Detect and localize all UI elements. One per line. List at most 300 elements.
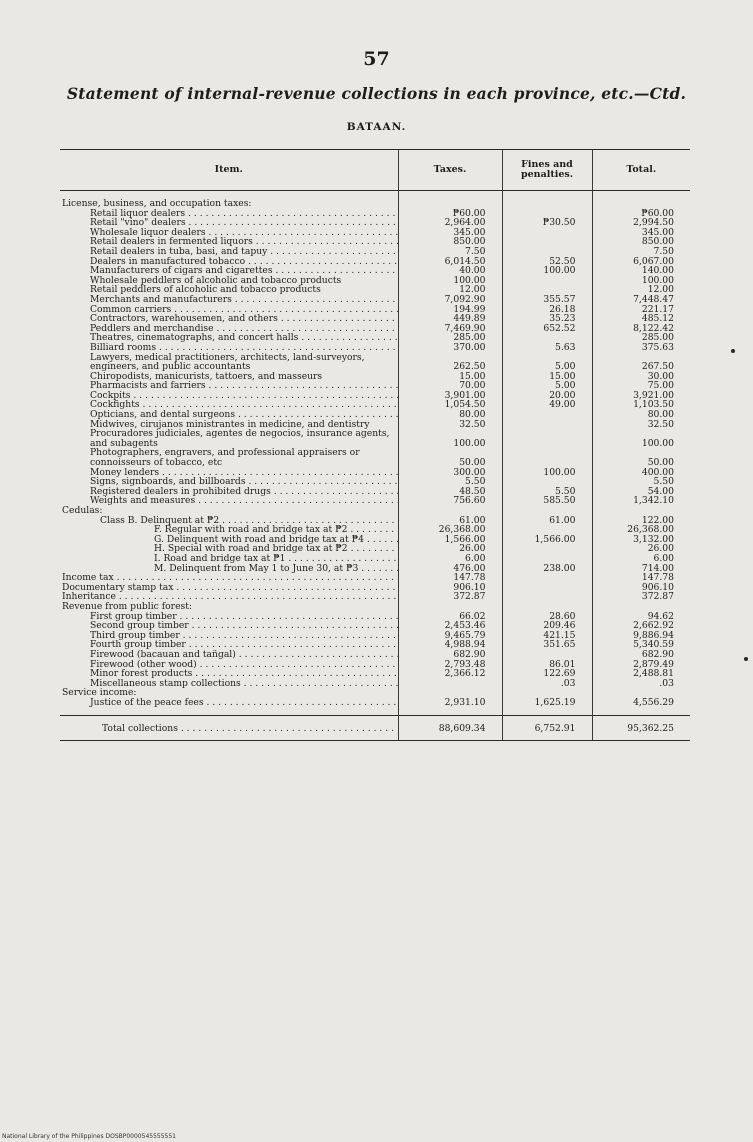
total-cell: 1,342.10 bbox=[592, 496, 690, 506]
item-label: Documentary stamp tax . . . bbox=[60, 583, 398, 593]
taxes-cell: 7,469.90 bbox=[398, 324, 502, 334]
taxes-cell: 2,453.46 bbox=[398, 621, 502, 631]
item-cell bbox=[60, 573, 398, 583]
fines-cell bbox=[502, 448, 592, 467]
item-label: Retail peddlers of alcoholic and tobacco products bbox=[90, 285, 321, 295]
table-row bbox=[60, 487, 690, 497]
fines-cell bbox=[502, 506, 592, 516]
item-cell bbox=[60, 535, 398, 545]
taxes-cell: 70.00 bbox=[398, 381, 502, 391]
total-cell: 54.00 bbox=[592, 487, 690, 497]
fines-cell: 61.00 bbox=[502, 516, 592, 526]
taxes-cell: 147.78 bbox=[398, 573, 502, 583]
fines-cell: 209.46 bbox=[502, 621, 592, 631]
table-row bbox=[60, 496, 690, 506]
item-label: Inheritance . . . bbox=[60, 592, 398, 602]
taxes-cell: 66.02 bbox=[398, 612, 502, 622]
total-cell: 3,132.00 bbox=[592, 535, 690, 545]
item-cell bbox=[60, 602, 398, 612]
item-label: Dealers in manufactured tobacco . . . bbox=[60, 257, 398, 267]
fines-cell bbox=[502, 573, 592, 583]
taxes-cell: 682.90 bbox=[398, 650, 502, 660]
fines-cell: 100.00 bbox=[502, 468, 592, 478]
fines-cell: 5.50 bbox=[502, 487, 592, 497]
item-cell bbox=[60, 324, 398, 334]
table-row bbox=[60, 631, 690, 641]
fines-cell: .03 bbox=[502, 679, 592, 689]
fines-cell: 351.65 bbox=[502, 640, 592, 650]
item-label: Peddlers and merchandise . . . bbox=[60, 324, 398, 334]
fines-cell: 5.63 bbox=[502, 343, 592, 353]
taxes-cell: 476.00 bbox=[398, 564, 502, 574]
item-label: Photographers, engravers, and professional appraisers or connoisseurs of tobacco, etc bbox=[90, 448, 360, 468]
item-cell bbox=[60, 420, 398, 430]
fines-cell: 652.52 bbox=[502, 324, 592, 334]
page-number: 57 bbox=[363, 48, 390, 70]
item-label: H. Special with road and bridge tax at ₱2 . . . bbox=[60, 544, 398, 554]
fines-cell: 355.57 bbox=[502, 295, 592, 305]
item-cell bbox=[60, 583, 398, 593]
item-label: Pharmacists and farriers . . . bbox=[60, 381, 398, 391]
total-cell: 26.00 bbox=[592, 544, 690, 554]
total-cell: 75.00 bbox=[592, 381, 690, 391]
fines-cell: 585.50 bbox=[502, 496, 592, 506]
table-row bbox=[60, 276, 690, 286]
fines-cell bbox=[502, 199, 592, 209]
item-label: Registered dealers in prohibited drugs . . . bbox=[60, 487, 398, 497]
item-cell bbox=[60, 564, 398, 574]
item-label: Common carriers . . . bbox=[60, 305, 398, 315]
fines-cell bbox=[502, 333, 592, 343]
fines-cell: 15.00 bbox=[502, 372, 592, 382]
total-cell: 6.00 bbox=[592, 554, 690, 564]
item-label: Cockpits . . . bbox=[60, 391, 398, 401]
total-cell: 32.50 bbox=[592, 420, 690, 430]
item-cell bbox=[60, 199, 398, 209]
item-label: Contractors, warehousemen, and others . . . bbox=[60, 314, 398, 324]
fines-cell bbox=[502, 410, 592, 420]
item-label: Theatres, cinematographs, and concert halls . . . bbox=[60, 333, 398, 343]
taxes-column-header: Taxes. bbox=[398, 150, 502, 191]
fines-cell: 1,566.00 bbox=[502, 535, 592, 545]
total-cell: 5.50 bbox=[592, 477, 690, 487]
total-cell: 7,448.47 bbox=[592, 295, 690, 305]
item-label: G. Delinquent with road and bridge tax at ₱4 . . . bbox=[60, 535, 398, 545]
item-cell bbox=[60, 257, 398, 267]
item-cell bbox=[60, 679, 398, 689]
fines-cell: 86.01 bbox=[502, 660, 592, 670]
taxes-cell: 756.60 bbox=[398, 496, 502, 506]
item-label: Income tax . . . bbox=[60, 573, 398, 583]
table-row bbox=[60, 564, 690, 574]
item-cell bbox=[60, 391, 398, 401]
fines-cell: 122.69 bbox=[502, 669, 592, 679]
taxes-cell: 2,793.48 bbox=[398, 660, 502, 670]
taxes-cell: 4,988.94 bbox=[398, 640, 502, 650]
fines-cell bbox=[502, 429, 592, 448]
table-row bbox=[60, 612, 690, 622]
item-cell bbox=[60, 353, 398, 372]
item-cell bbox=[60, 247, 398, 257]
total-cell: 26,368.00 bbox=[592, 525, 690, 535]
total-cell: 906.10 bbox=[592, 583, 690, 593]
item-label: Third group timber . . . bbox=[60, 631, 398, 641]
item-label: Manufacturers of cigars and cigarettes . . . bbox=[60, 266, 398, 276]
taxes-cell: 32.50 bbox=[398, 420, 502, 430]
total-cell bbox=[592, 602, 690, 612]
item-cell bbox=[60, 333, 398, 343]
fines-column-header: Fines and penalties. bbox=[502, 150, 592, 191]
fines-cell bbox=[502, 602, 592, 612]
table-row bbox=[60, 305, 690, 315]
table-row bbox=[60, 640, 690, 650]
fines-cell bbox=[502, 583, 592, 593]
item-cell bbox=[60, 506, 398, 516]
fines-cell bbox=[502, 477, 592, 487]
table-body bbox=[60, 191, 690, 741]
item-cell bbox=[60, 650, 398, 660]
item-cell bbox=[60, 228, 398, 238]
taxes-cell: 2,964.00 bbox=[398, 218, 502, 228]
ink-speck bbox=[731, 349, 735, 353]
taxes-cell: 6,014.50 bbox=[398, 257, 502, 267]
taxes-cell: 7.50 bbox=[398, 247, 502, 257]
total-cell: 2,879.49 bbox=[592, 660, 690, 670]
taxes-cell: 40.00 bbox=[398, 266, 502, 276]
fines-cell bbox=[502, 237, 592, 247]
fines-cell bbox=[502, 525, 592, 535]
total-column-header: Total. bbox=[592, 150, 690, 191]
taxes-cell: 5.50 bbox=[398, 477, 502, 487]
taxes-cell: 100.00 bbox=[398, 276, 502, 286]
total-row bbox=[60, 716, 690, 741]
table-row bbox=[60, 218, 690, 228]
taxes-cell: 285.00 bbox=[398, 333, 502, 343]
total-cell: 30.00 bbox=[592, 372, 690, 382]
item-label: Firewood (other wood) . . . bbox=[60, 660, 398, 670]
total-cell: 12.00 bbox=[592, 285, 690, 295]
total-cell: 147.78 bbox=[592, 573, 690, 583]
taxes-cell: 345.00 bbox=[398, 228, 502, 238]
item-cell bbox=[60, 448, 398, 467]
item-cell bbox=[60, 237, 398, 247]
total-cell: 1,103.50 bbox=[592, 400, 690, 410]
total-taxes: 88,609.34 bbox=[398, 716, 502, 741]
item-cell bbox=[60, 285, 398, 295]
total-cell: .03 bbox=[592, 679, 690, 689]
taxes-cell bbox=[398, 602, 502, 612]
fines-cell: 421.15 bbox=[502, 631, 592, 641]
table-row bbox=[60, 237, 690, 247]
item-label: F. Regular with road and bridge tax at ₱2 . . . bbox=[60, 525, 398, 535]
collections-table bbox=[60, 149, 690, 741]
total-cell: 267.50 bbox=[592, 353, 690, 372]
item-label: Minor forest products . . . bbox=[60, 669, 398, 679]
item-label: I. Road and bridge tax at ₱1 . . . bbox=[60, 554, 398, 564]
table-row bbox=[60, 660, 690, 670]
item-label: Money lenders . . . bbox=[60, 468, 398, 478]
fines-cell bbox=[502, 228, 592, 238]
fines-cell: 26.18 bbox=[502, 305, 592, 315]
item-label: Cedulas: bbox=[62, 506, 103, 516]
item-label: Cockfights . . . bbox=[60, 400, 398, 410]
table-row bbox=[60, 679, 690, 689]
item-label: Retail dealers in fermented liquors . . . bbox=[60, 237, 398, 247]
total-cell: 345.00 bbox=[592, 228, 690, 238]
total-cell: 8,122.42 bbox=[592, 324, 690, 334]
table-row bbox=[60, 324, 690, 334]
table-row bbox=[60, 477, 690, 487]
item-cell bbox=[60, 477, 398, 487]
table-row bbox=[60, 448, 690, 467]
taxes-cell: ₱60.00 bbox=[398, 209, 502, 219]
total-cell: 9,886.94 bbox=[592, 631, 690, 641]
item-label: Signs, signboards, and billboards . . . bbox=[60, 477, 398, 487]
fines-cell: 52.50 bbox=[502, 257, 592, 267]
item-label: Class B. Delinquent at ₱2 . . . bbox=[60, 516, 398, 526]
total-cell: 6,067.00 bbox=[592, 257, 690, 267]
table-row bbox=[60, 343, 690, 353]
table-row bbox=[60, 698, 690, 708]
fines-cell: ₱30.50 bbox=[502, 218, 592, 228]
item-cell bbox=[60, 276, 398, 286]
total-cell: 221.17 bbox=[592, 305, 690, 315]
table-row bbox=[60, 621, 690, 631]
item-cell bbox=[60, 468, 398, 478]
table-row bbox=[60, 506, 690, 516]
total-cell: 682.90 bbox=[592, 650, 690, 660]
item-label: Service income: bbox=[62, 688, 137, 698]
table-row bbox=[60, 554, 690, 564]
item-label: Chiropodists, manicurists, tattoers, and masseurs bbox=[90, 371, 323, 382]
item-label: Procuradores judiciales, agentes de negocios, insurance agents, and subagents bbox=[90, 429, 390, 449]
item-cell bbox=[60, 516, 398, 526]
fines-cell bbox=[502, 247, 592, 257]
fines-cell: 20.00 bbox=[502, 391, 592, 401]
item-cell bbox=[60, 698, 398, 708]
taxes-cell: 2,366.12 bbox=[398, 669, 502, 679]
total-cell: 285.00 bbox=[592, 333, 690, 343]
table-row bbox=[60, 516, 690, 526]
item-label: Second group timber . . . bbox=[60, 621, 398, 631]
fines-cell: 5.00 bbox=[502, 381, 592, 391]
table-row bbox=[60, 669, 690, 679]
table-row bbox=[60, 209, 690, 219]
fines-cell bbox=[502, 285, 592, 295]
item-cell bbox=[60, 660, 398, 670]
taxes-cell: 372.87 bbox=[398, 592, 502, 602]
fines-cell: 49.00 bbox=[502, 400, 592, 410]
taxes-cell: 12.00 bbox=[398, 285, 502, 295]
total-label: Total collections . . . bbox=[60, 716, 398, 741]
taxes-cell: 262.50 bbox=[398, 353, 502, 372]
item-cell bbox=[60, 592, 398, 602]
total-cell: 375.63 bbox=[592, 343, 690, 353]
taxes-cell: 15.00 bbox=[398, 372, 502, 382]
item-cell bbox=[60, 209, 398, 219]
fines-cell bbox=[502, 544, 592, 554]
table-row bbox=[60, 535, 690, 545]
taxes-cell: 1,566.00 bbox=[398, 535, 502, 545]
total-cell: 2,488.81 bbox=[592, 669, 690, 679]
item-cell bbox=[60, 487, 398, 497]
table-row bbox=[60, 583, 690, 593]
item-label: License, business, and occupation taxes: bbox=[62, 199, 252, 209]
item-label: Merchants and manufacturers . . . bbox=[60, 295, 398, 305]
total-cell: 850.00 bbox=[592, 237, 690, 247]
item-cell bbox=[60, 496, 398, 506]
total-cell: 140.00 bbox=[592, 266, 690, 276]
table-row bbox=[60, 295, 690, 305]
table-row bbox=[60, 333, 690, 343]
taxes-cell: 50.00 bbox=[398, 448, 502, 467]
taxes-cell: 449.89 bbox=[398, 314, 502, 324]
item-label: Miscellaneous stamp collections . . . bbox=[60, 679, 398, 689]
item-label: M. Delinquent from May 1 to June 30, at ₱3 . . . bbox=[60, 564, 398, 574]
item-cell bbox=[60, 314, 398, 324]
item-cell bbox=[60, 631, 398, 641]
total-cell: 100.00 bbox=[592, 276, 690, 286]
item-label: Midwives, cirujanos ministrantes in medicine, and dentistry bbox=[90, 419, 370, 430]
fines-cell: 1,625.19 bbox=[502, 698, 592, 708]
total-cell: 2,662.92 bbox=[592, 621, 690, 631]
table-row bbox=[60, 266, 690, 276]
taxes-cell: 48.50 bbox=[398, 487, 502, 497]
fines-cell bbox=[502, 420, 592, 430]
taxes-cell bbox=[398, 688, 502, 698]
total-cell: 94.62 bbox=[592, 612, 690, 622]
taxes-cell: 3,901.00 bbox=[398, 391, 502, 401]
table-row bbox=[60, 592, 690, 602]
table-row bbox=[60, 381, 690, 391]
item-cell bbox=[60, 525, 398, 535]
table-row bbox=[60, 525, 690, 535]
fines-cell: 238.00 bbox=[502, 564, 592, 574]
taxes-cell: 7,092.90 bbox=[398, 295, 502, 305]
item-label: Retail dealers in tuba, basi, and tapuy . . . bbox=[60, 247, 398, 257]
page-title: Statement of internal-revenue collections in each province, etc.—Ctd. bbox=[66, 84, 687, 103]
taxes-cell: 1,054.50 bbox=[398, 400, 502, 410]
taxes-cell: 61.00 bbox=[398, 516, 502, 526]
table-row bbox=[60, 372, 690, 382]
item-cell bbox=[60, 343, 398, 353]
table-row bbox=[60, 410, 690, 420]
item-column-header: Item. bbox=[60, 150, 398, 191]
table-row bbox=[60, 391, 690, 401]
fines-cell bbox=[502, 276, 592, 286]
taxes-cell: 370.00 bbox=[398, 343, 502, 353]
item-label: Opticians, and dental surgeons . . . bbox=[60, 410, 398, 420]
item-cell bbox=[60, 410, 398, 420]
total-cell: 122.00 bbox=[592, 516, 690, 526]
item-cell bbox=[60, 372, 398, 382]
item-cell bbox=[60, 295, 398, 305]
item-cell bbox=[60, 400, 398, 410]
item-label: Wholesale liquor dealers . . . bbox=[60, 228, 398, 238]
item-cell bbox=[60, 305, 398, 315]
table-row bbox=[60, 199, 690, 209]
fines-cell: 28.60 bbox=[502, 612, 592, 622]
table-row bbox=[60, 429, 690, 448]
item-label: Firewood (bacauan and tañgal) . . . bbox=[60, 650, 398, 660]
taxes-cell: 80.00 bbox=[398, 410, 502, 420]
table-header-row bbox=[60, 150, 690, 191]
item-label: Justice of the peace fees . . . bbox=[60, 698, 398, 708]
total-cell: 4,556.29 bbox=[592, 698, 690, 708]
table-row bbox=[60, 247, 690, 257]
fines-cell: 35.23 bbox=[502, 314, 592, 324]
item-label: Fourth group timber . . . bbox=[60, 640, 398, 650]
taxes-cell bbox=[398, 679, 502, 689]
ink-speck bbox=[744, 657, 748, 661]
table-row bbox=[60, 228, 690, 238]
table-row bbox=[60, 353, 690, 372]
fines-cell bbox=[502, 592, 592, 602]
total-cell: 372.87 bbox=[592, 592, 690, 602]
item-label: Lawyers, medical practitioners, architects, land-surveyors, engineers, and public accountants bbox=[90, 352, 365, 372]
item-cell bbox=[60, 612, 398, 622]
table-row bbox=[60, 602, 690, 612]
table-row bbox=[60, 544, 690, 554]
fines-cell: 5.00 bbox=[502, 353, 592, 372]
taxes-cell bbox=[398, 506, 502, 516]
total-cell bbox=[592, 199, 690, 209]
table-row bbox=[60, 573, 690, 583]
total-cell: 2,994.50 bbox=[592, 218, 690, 228]
table-row bbox=[60, 468, 690, 478]
item-cell bbox=[60, 688, 398, 698]
item-cell bbox=[60, 554, 398, 564]
table-row bbox=[60, 257, 690, 267]
taxes-cell: 26.00 bbox=[398, 544, 502, 554]
taxes-cell: 906.10 bbox=[398, 583, 502, 593]
item-cell bbox=[60, 544, 398, 554]
province-heading: BATAAN. bbox=[346, 121, 407, 133]
taxes-cell: 26,368.00 bbox=[398, 525, 502, 535]
taxes-cell: 194.99 bbox=[398, 305, 502, 315]
item-label: Weights and measures . . . bbox=[60, 496, 398, 506]
item-label: First group timber . . . bbox=[60, 612, 398, 622]
item-label: Revenue from public forest: bbox=[62, 601, 193, 612]
fines-cell bbox=[502, 688, 592, 698]
item-cell bbox=[60, 218, 398, 228]
item-cell bbox=[60, 266, 398, 276]
total-cell: 485.12 bbox=[592, 314, 690, 324]
total-cell bbox=[592, 688, 690, 698]
item-label: Retail liquor dealers . . . bbox=[60, 209, 398, 219]
total-cell: 714.00 bbox=[592, 564, 690, 574]
table-row bbox=[60, 688, 690, 698]
taxes-cell: 9,465.79 bbox=[398, 631, 502, 641]
table-row bbox=[60, 400, 690, 410]
fines-cell bbox=[502, 554, 592, 564]
taxes-cell: 300.00 bbox=[398, 468, 502, 478]
total-cell: 5,340.59 bbox=[592, 640, 690, 650]
total-fines: 6,752.91 bbox=[502, 716, 592, 741]
total-cell: 400.00 bbox=[592, 468, 690, 478]
item-cell bbox=[60, 669, 398, 679]
total-cell: 100.00 bbox=[592, 429, 690, 448]
total-cell: 7.50 bbox=[592, 247, 690, 257]
fines-cell: 100.00 bbox=[502, 266, 592, 276]
table-row bbox=[60, 420, 690, 430]
item-label: Billiard rooms . . . bbox=[60, 343, 398, 353]
total-cell: 80.00 bbox=[592, 410, 690, 420]
total-cell bbox=[592, 506, 690, 516]
table-row bbox=[60, 314, 690, 324]
taxes-cell: 100.00 bbox=[398, 429, 502, 448]
item-label: Wholesale peddlers of alcoholic and tobacco products bbox=[90, 275, 342, 286]
